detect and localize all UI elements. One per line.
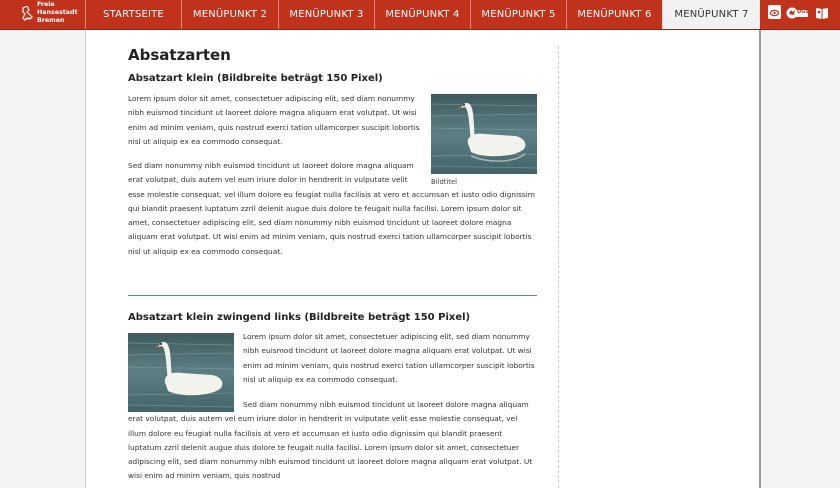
logo-line: Freie [37,1,55,8]
page-title: Absatzarten [128,46,231,64]
float-spacer [128,398,243,412]
image-caption: Bildtitel [431,178,458,186]
top-navigation-bar [0,0,840,30]
easy-language-book-icon [815,6,829,20]
nav-label: MENÜPUNKT 3 [289,9,364,20]
nav-label: MENÜPUNKT 4 [385,9,460,20]
nav-label: MENÜPUNKT 5 [481,9,556,20]
nav-item-menupunkt-3[interactable] [278,0,374,29]
logo-line: Bremen [37,17,65,24]
logo-text [37,1,78,25]
accessibility-tools [760,0,840,29]
paragraph-text: Sed diam nonummy nibh euismod tincidunt ut laoreet dolore magna aliquam erat volutpat, duis autem vel eum iriure dolor in hendrerit in vulputate velit esse molestie consequat, vel illum dolore eu feugiat nulla facilisis at vero et accumsan et iusto odio dignissim qui blandit praesent luptatum zzril delenit augue duis dolore te feugait nulla facilisi. Lorem ipsum dolor sit amet, consectetuer adipiscing elit, sed diam nonummy nibh euismod tincidunt ut laoreet dolore magna aliquam erat volutpat. Ut wisi enim ad minim veniam, quis nostrud exerci tation ullamcorper suscipit lobortis nisl ut aliquip ex ea commodo consequat. [128,161,535,256]
nav-item-menupunkt-2[interactable] [181,0,278,29]
paragraph: Lorem ipsum dolor sit amet, consectetuer adipiscing elit, sed diam nonummy nibh euismod tincidunt ut laoreet dolore magna aliquam erat volutpat. Ut wisi enim ad minim veniam, quis nostrud exerci tation ullamcorper suscipit lobortis nisl ut aliquip ex ea commodo consequat. [243,332,535,384]
section-divider [128,295,537,296]
bremen-logo[interactable] [0,0,85,29]
paragraph: Lorem ipsum dolor sit amet, consectetuer adipiscing elit, sed diam nonummy nibh euismod tincidunt ut laoreet dolore magna aliquam erat volutpat. Ut wisi enim ad minim veniam, quis nostrud exerci tation ullamcorper suscipit lobortis nisl ut aliquip ex ea commodo consequat. [128,94,420,146]
logo-line: Hansestadt [37,9,78,16]
paragraph-text: Sed diam nonummy nibh euismod tincidunt ut laoreet dolore magna aliquam erat volutpat, duis autem vel eum iriure dolor in hendrerit in vulputate velit esse molestie consequat, vel illum dolore eu feugiat nulla facilisis at vero et accumsan et iusto odio dignissim qui blandit praesent luptatum zzril delenit augue duis dolore te feugait nulla facilisi. Lorem ipsum dolor sit amet, consectetuer adipiscing elit, sed diam nonummy nibh euismod tincidunt ut laoreet dolore magna aliquam erat volutpat. Ut wisi enim ad minim veniam, quis nostrud [128,400,533,481]
bremen-key-icon [20,6,34,22]
right-page-margin [759,30,840,488]
dgs-label: DGS [797,9,809,15]
nav-label: MENÜPUNKT 6 [577,9,652,20]
sign-language-button[interactable] [768,5,781,19]
section-heading: Absatzart klein zwingend links (Bildbreite beträgt 150 Pixel) [128,312,471,323]
nav-item-menupunkt-4[interactable] [374,0,470,29]
sidebar-divider [558,46,559,488]
left-page-margin [0,30,86,488]
main-menu [85,0,760,29]
sign-language-icon [768,6,781,20]
easy-language-button[interactable] [815,5,829,19]
nav-label: MENÜPUNKT 7 [674,9,749,20]
paragraph [128,159,537,259]
nav-item-menupunkt-7[interactable] [662,0,760,29]
nav-item-menupunkt-5[interactable] [470,0,566,29]
nav-label: STARTSEITE [103,9,164,20]
paragraph [128,398,537,484]
dgs-button[interactable] [786,5,808,19]
float-spacer [420,159,537,187]
nav-item-menupunkt-6[interactable] [566,0,662,29]
section-heading: Absatzart klein (Bildbreite beträgt 150 Pixel) [128,73,383,84]
nav-item-startseite[interactable] [85,0,181,29]
nav-label: MENÜPUNKT 2 [192,9,268,20]
